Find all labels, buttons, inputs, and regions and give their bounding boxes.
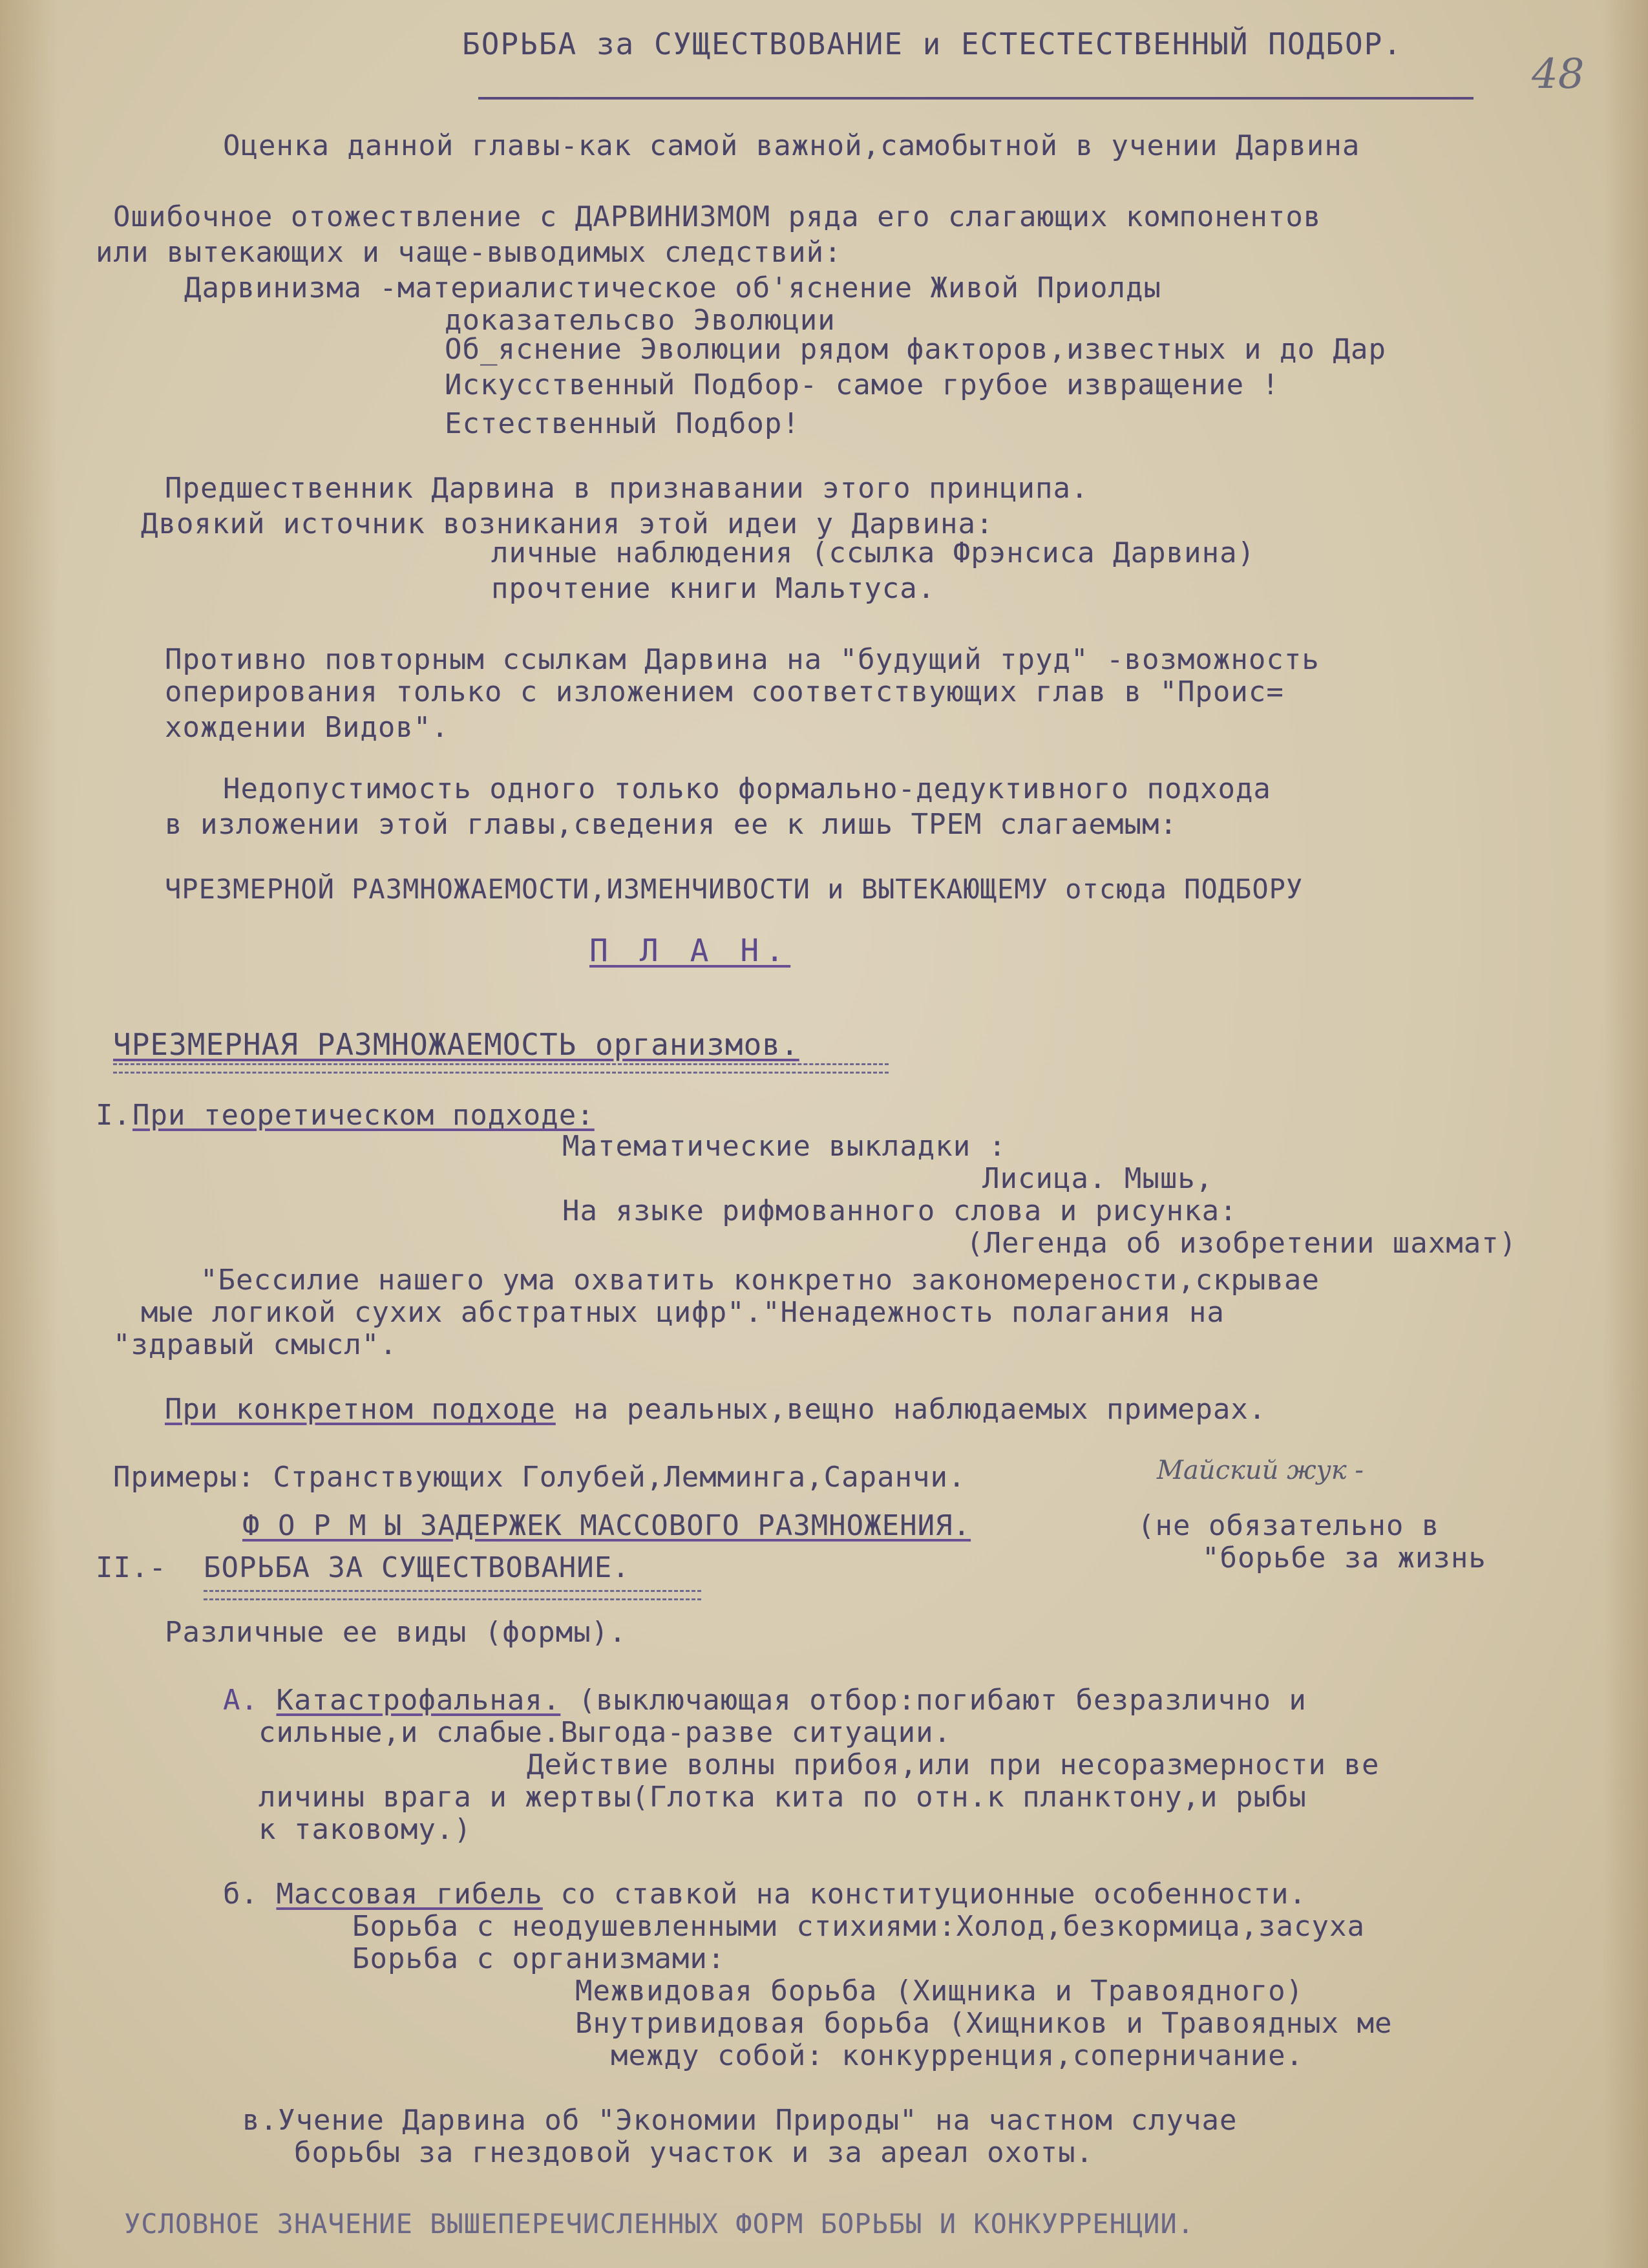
line-1: Оценка данной главы-как самой важной,самобытной в учении Дарвина [223, 129, 1360, 162]
line-18-summary: ЧРЕЗМЕРНОЙ РАЗМНОЖАЕМОСТИ,ИЗМЕНЧИВОСТИ и ВЫТЕКАЮЩЕМУ отсюда ПОДБОРУ [165, 873, 1304, 905]
line-14: оперирования только с изложением соответствующих глав в "Проис= [165, 675, 1284, 708]
line-22: Математические выкладки : [562, 1130, 1007, 1163]
line-7: Искусственный Подбор- самое грубое извращение ! [445, 368, 1280, 401]
line-38: к таковому.) [259, 1813, 472, 1846]
line-21-number: I. [96, 1099, 131, 1132]
line-39 [223, 1878, 1307, 1911]
section-heading-struggle: БОРЬБА ЗА СУЩЕСТВОВАНИЕ. [204, 1551, 630, 1584]
handwritten-note-beetle: Майский жук - [1157, 1456, 1364, 1485]
line-16: Недопустимость одного только формально-дедуктивного подхода [223, 772, 1271, 805]
line-21-text: При теоретическом подходе: [132, 1099, 595, 1132]
section-heading-overreproduction: ЧРЕЗМЕРНАЯ РАЗМНОЖАЕМОСТЬ организмов. [113, 1027, 799, 1062]
paper-edge-stain-left [0, 0, 58, 2268]
line-29-rest: на реальных,вещно наблюдаемых примерах. [555, 1393, 1267, 1426]
line-43: Внутривидовая борьба (Хищников и Травоядных ме [575, 2007, 1393, 2040]
line-3: или вытекающих и чаще-выводимых следствий: [96, 236, 842, 269]
line-6: Об_яснение Эволюции рядом факторов,известных и до Дар [445, 333, 1386, 366]
line-9: Предшественник Дарвина в признавании этого принципа. [165, 472, 1089, 505]
line-11: личные наблюдения (ссылка Фрэнсиса Дарвина) [491, 536, 1256, 569]
line-31-note: (не обязательно в [1137, 1509, 1440, 1542]
section-struggle-double-rule [204, 1590, 701, 1600]
line-31-heading: Ф О Р М Ы ЗАДЕРЖЕК МАССОВОГО РАЗМНОЖЕНИЯ. [242, 1509, 971, 1542]
line-25: (Легенда об изобретении шахмат) [966, 1227, 1517, 1260]
title-rule [478, 97, 1474, 100]
line-27: мые логикой сухих абстратных цифр"."Ненадежность полагания на [141, 1296, 1225, 1329]
line-41: Борьба с организмами: [352, 1942, 726, 1975]
section-heading-double-rule [113, 1063, 889, 1074]
page-number: 48 [1532, 50, 1585, 98]
line-5: доказательсво Эволюции [445, 304, 836, 337]
line-23: Лисица. Мышь, [982, 1162, 1214, 1195]
line-17: в изложении этой главы,сведения ее к лишь ТРЕМ слагаемым: [165, 808, 1178, 841]
plan-heading: П Л А Н. [589, 933, 791, 969]
line-36: Действие волны прибоя,или при несоразмерности ве [527, 1748, 1380, 1781]
line-34-rest: (выключающая отбор:погибают безразлично и [560, 1684, 1307, 1717]
line-42: Межвидовая борьба (Хищника и Травоядного) [575, 1975, 1304, 2008]
line-37: личины врага и жертвы(Глотка кита по отн.к планктону,и рыбы [259, 1781, 1307, 1814]
line-29-underlined: При конкретном подходе [165, 1393, 556, 1426]
line-4: Дарвинизма -материалистическое об'яснение Живой Приолды [184, 271, 1161, 304]
line-26: "Бессилие нашего ума охватить конкретно закономерености,скрывае [200, 1264, 1320, 1297]
line-40: Борьба с неодушевленными стихиями:Холод,безкормица,засуха [352, 1910, 1365, 1943]
line-8: Естественный Подбор! [445, 407, 800, 440]
line-24: На языке рифмованного слова и рисунка: [562, 1194, 1238, 1227]
line-30: Примеры: Странствующих Голубей,Лемминга,Саранчи. [113, 1461, 966, 1494]
line-32-note: "борьбе за жизнь [1202, 1542, 1486, 1574]
line-47-closing: УСЛОВНОЕ ЗНАЧЕНИЕ ВЫШЕПЕРЕЧИСЛЕННЫХ ФОРМ БОРЬБЫ И КОНКУРРЕНЦИИ. [124, 2208, 1195, 2240]
line-39-letter: б. [223, 1878, 259, 1911]
line-12: прочтение книги Мальтуса. [491, 572, 936, 605]
line-33: Различные ее виды (формы). [165, 1616, 627, 1649]
line-45: в.Учение Дарвина об "Экономии Природы" на частном случае [242, 2104, 1238, 2137]
line-34-letter: А. [223, 1684, 259, 1717]
line-10: Двоякий источник возникания этой идеи у Дарвина: [141, 507, 994, 540]
line-13: Противно повторным ссылкам Дарвина на "будущий труд" -возможность [165, 643, 1320, 676]
line-35: сильные,и слабые.Выгода-разве ситуации. [259, 1716, 952, 1749]
line-44: между собой: конкурренция,соперничание. [611, 2039, 1304, 2072]
line-46: борьбы за гнездовой участок и за ареал охоты. [294, 2136, 1094, 2169]
line-34-underlined: Катастрофальная. [276, 1684, 561, 1717]
line-39-underlined: Массовая гибель [276, 1878, 543, 1911]
line-28: "здравый смысл". [113, 1328, 397, 1361]
line-2: Ошибочное отожествление с ДАРВИНИЗМОМ ряда его слагающих компонентов [113, 200, 1322, 233]
line-29 [165, 1393, 1266, 1426]
document-title: БОРЬБА за СУЩЕСТВОВАНИЕ и ЕСТЕСТЕСТВЕННЫЙ ПОДБОР. [462, 26, 1403, 61]
line-39-rest: со ставкой на конституционные особенности. [542, 1878, 1307, 1911]
paper-edge-stain-right [1603, 0, 1648, 2268]
line-34 [223, 1684, 1307, 1717]
line-32-number: II.- [96, 1551, 167, 1584]
line-15: хождении Видов". [165, 711, 449, 744]
